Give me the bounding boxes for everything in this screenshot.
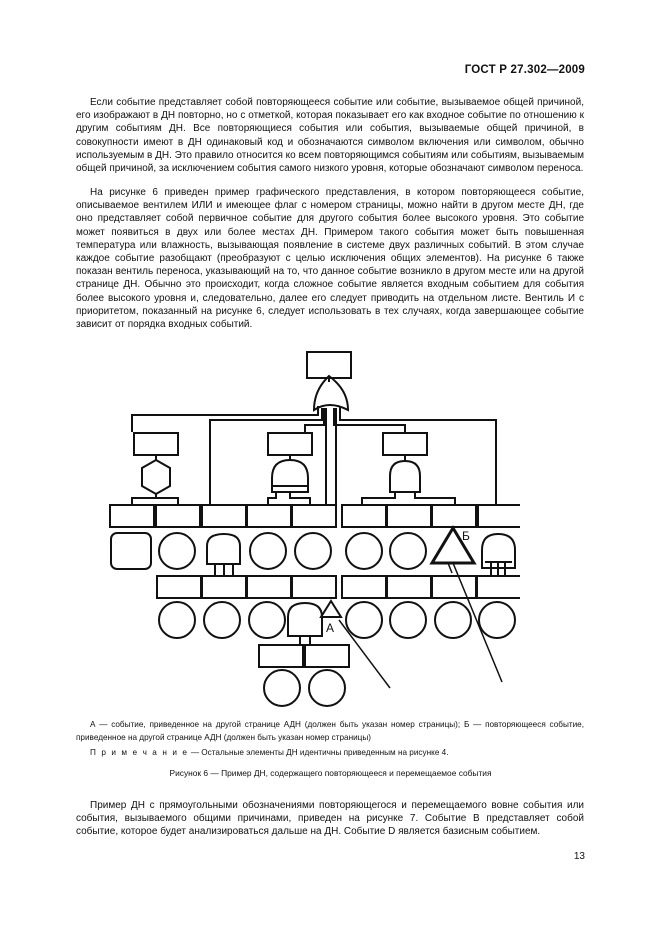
inhibit-gate: [142, 460, 170, 494]
top-or-gate: [314, 376, 348, 410]
page-number: 13: [573, 851, 585, 862]
paragraph-repeated-events: Если событие представляет собой повторяющееся событие или событие, вызываемое общей причиной, его изображают в ДН повторно, но с отметкой, которая показывает его как входное событие по отношению к другим событиям ДН. Все повторяющиеся события или события, вызываемые общей причиной, в совокупности имеют в ДН одинаковый код и обозначаются символом включения или символом, обычно используемым в ДН. Это правило относится ко всем повторяющимся событиям или событиям, вызываемым общей причиной, за исключением события самого низкого уровня, которые обозначают символом переноса.: [76, 97, 584, 175]
figure-note: [90, 748, 448, 757]
figure-label-a: А: [326, 621, 335, 635]
left-event-box: [134, 433, 178, 455]
paragraph-figure-description: На рисунке 6 приведен пример графического представления, в котором повторяющееся событие, описываемое вентилем ИЛИ и имеющее флаг с номером страницы, можно найти в другом месте ДН, где оно представляет собой первичное событие для другого события более высокого уровня. Это событие может появиться в двух или более местах ДН. Примером такого события может быть повышенная температура или влажность, вызывающая появление в системе двух различных событий. В этом случае каждое событие разобщают (преобразуют с целью исключения общих элементов). На рисунке 6 также показан вентиль переноса, указывающий на то, что данное событие возникло в другом месте или на другой странице ДН. Обычно это происходит, когда сложное событие является входным событием для события более высокого уровня и, следовательно, далее его следует приводить на отдельном листе. Вентиль И с приоритетом, показанный на рисунке 6, следует использовать в тех случаях, когда завершающее событие зависит от порядка входных событий.: [76, 187, 584, 331]
middle-event-box: [268, 433, 312, 455]
figure-title: Рисунок 6 — Пример ДН, содержащего повторяющееся и перемещаемое события: [169, 768, 492, 778]
and-gate: [390, 461, 420, 492]
or-gate-small: [207, 534, 240, 564]
note-label: П р и м е ч а н и е: [90, 748, 189, 757]
right-event-box: [383, 433, 427, 455]
priority-and-gate: [272, 460, 308, 492]
transfer-triangle-a: [321, 601, 341, 617]
paragraph-example: Пример ДН с прямоугольными обозначениями повторяющегося и перемещаемого вовне события или события, вызываемого общими причинами, приведен на рисунке 7. Событие В представляет собой событие, которое будет анализироваться дальше на ДН. Событие D является базисным событием.: [76, 800, 584, 838]
figure-legend: А — событие, приведенное на другой странице АДН (должен быть указан номер страницы); Б — повторяющееся событие, приведенное на другой странице АДН (должен быть указан номер страницы): [76, 720, 584, 742]
standard-header: ГОСТ Р 27.302—2009: [464, 64, 585, 76]
undeveloped-event: [111, 533, 151, 569]
note-text: — Остальные элементы ДН идентичны приведенным на рисунке 4.: [188, 748, 449, 757]
figure-label-b: Б: [462, 529, 470, 543]
top-event-box: [307, 352, 351, 378]
fault-tree-diagram: [100, 345, 520, 710]
pointer-line-a: [339, 620, 390, 688]
